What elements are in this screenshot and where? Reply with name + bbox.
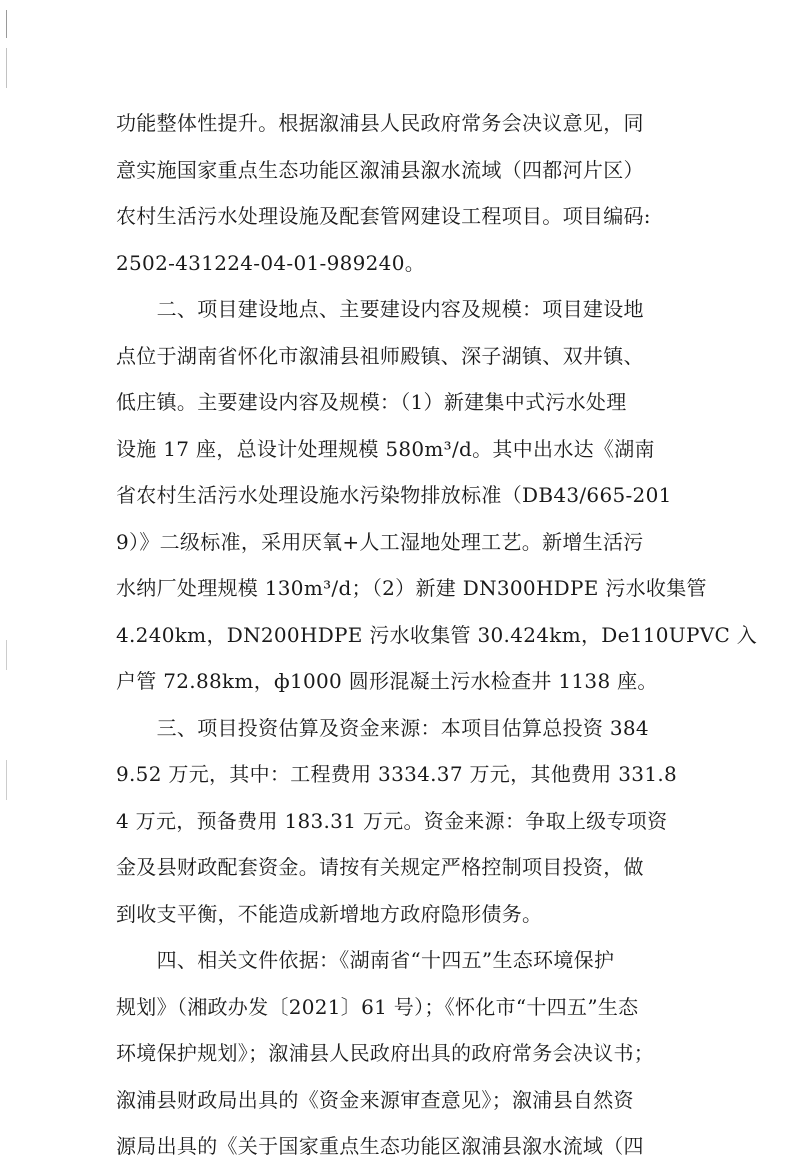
- text-line: 9.52 万元，其中：工程费用 3334.37 万元，其他费用 331.8: [116, 762, 678, 786]
- project-code-line: 2502-431224-04-01-989240。: [116, 250, 426, 275]
- text-line: 环境保护规划》；溆浦县人民政府出具的政府常务会决议书；: [116, 1041, 655, 1065]
- scan-margin-mark: [6, 48, 7, 88]
- text-line: 农村生活污水处理设施及配套管网建设工程项目。项目编码:: [116, 204, 651, 228]
- text-line: 设施 17 座，总设计处理规模 580m³/d。其中出水达《湖南: [116, 436, 655, 461]
- text-line: 低庄镇。主要建设内容及规模：（1）新建集中式污水处理: [116, 390, 627, 414]
- scan-margin-mark: [6, 760, 7, 800]
- text-line: 点位于湖南省怀化市溆浦县祖师殿镇、深子湖镇、双井镇、: [116, 343, 644, 368]
- text-line: 4.240km，DN200HDPE 污水收集管 30.424km，De110UPVC 入: [116, 622, 758, 647]
- scan-margin-mark: [6, 640, 7, 670]
- text-line: 9）》二级标准，采用厌氧+人工湿地处理工艺。新增生活污: [116, 529, 644, 554]
- text-line: 户管 72.88km，ф1000 圆形混凝土污水检查井 1138 座。: [116, 669, 658, 693]
- section-heading-line: 四、相关文件依据：《湖南省“十四五”生态环境保护: [116, 948, 615, 972]
- text-line: 4 万元，预备费用 183.31 万元。资金来源：争取上级专项资: [116, 808, 668, 833]
- document-body: [116, 100, 758, 1170]
- text-line: 源局出具的《关于国家重点生态功能区溆浦县溆水流域（四: [116, 1134, 644, 1158]
- section-heading-line: 三、项目投资估算及资金来源：本项目估算总投资 384: [116, 715, 649, 740]
- text-line: 功能整体性提升。根据溆浦县人民政府常务会决议意见，同: [116, 111, 644, 135]
- text-line: 水纳厂处理规模 130m³/d；（2）新建 DN300HDPE 污水收集管: [116, 576, 707, 600]
- text-line: 溆浦县财政局出具的《资金来源审查意见》；溆浦县自然资: [116, 1087, 634, 1112]
- text-line: 省农村生活污水处理设施水污染物排放标准（DB43/665-201: [116, 483, 672, 507]
- text-line: 规划》（湘政办发〔2021〕61 号）；《怀化市“十四五”生态: [116, 994, 639, 1019]
- text-line: 金及县财政配套资金。请按有关规定严格控制项目投资，做: [116, 855, 644, 879]
- section-heading-line: 二、项目建设地点、主要建设内容及规模：项目建设地: [116, 297, 644, 321]
- scan-margin-mark: [6, 10, 7, 38]
- text-line: 到收支平衡，不能造成新增地方政府隐形债务。: [116, 901, 543, 926]
- text-line: 意实施国家重点生态功能区溆浦县溆水流域（四都河片区）: [116, 157, 644, 182]
